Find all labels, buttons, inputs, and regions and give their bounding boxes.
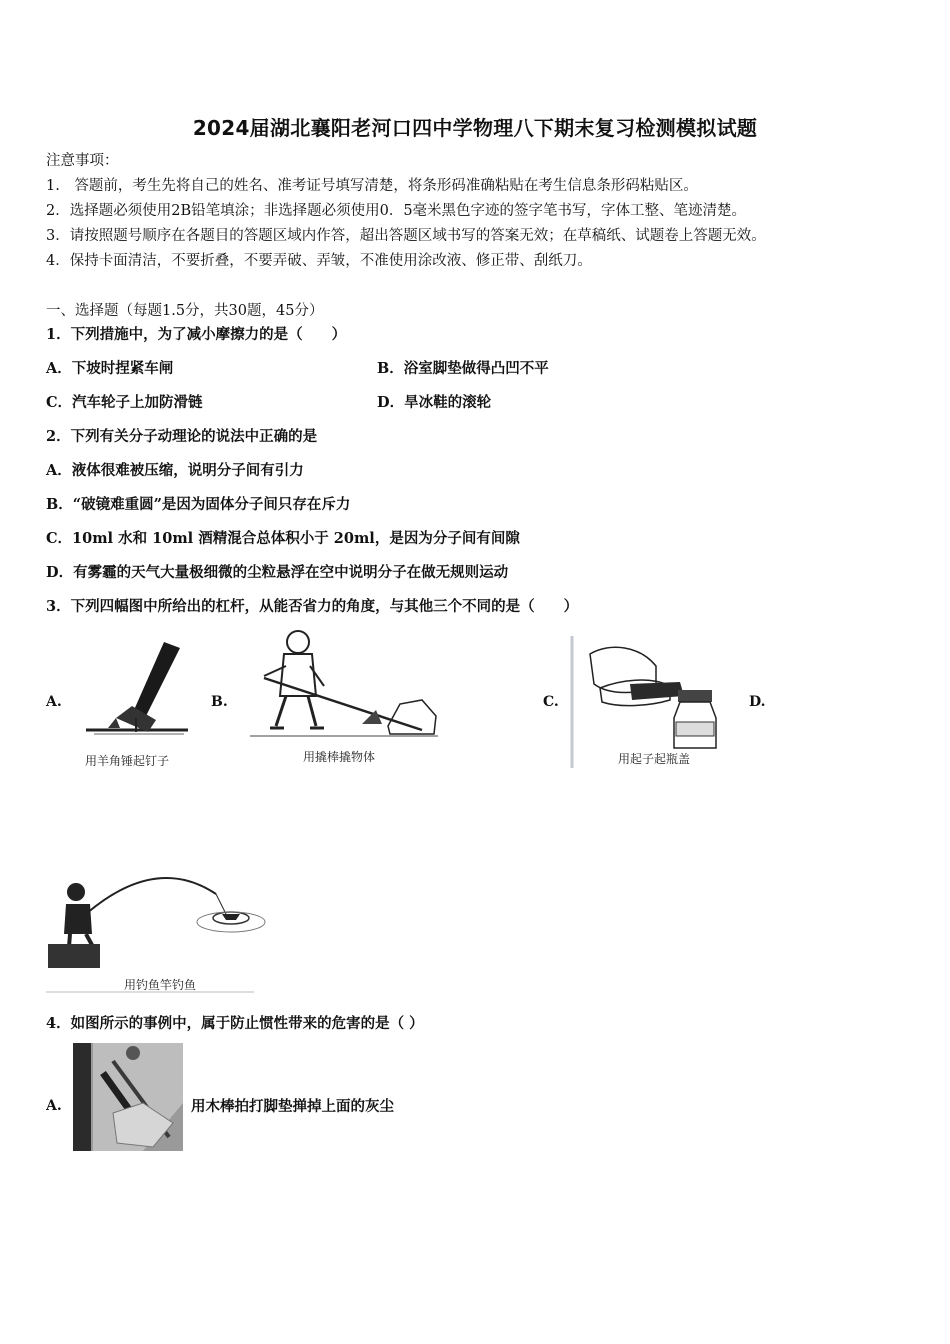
hammer-illustration [76,634,196,754]
q3-caption-c: 用起子起瓶盖 [618,752,691,766]
q1-option-d: D．旱冰鞋的滚轮 [377,394,492,411]
q4-label-a: A. [46,1098,62,1114]
q3-label-d: D. [749,694,766,710]
q1-option-a: A．下坡时捏紧车闸 [46,360,174,377]
q3-label-b: B. [211,694,228,710]
q2-option-c: C．10ml 水和 10ml 酒精混合总体积小于 20ml，是因为分子间有间隙 [46,530,520,547]
q1-option-b: B．浴室脚垫做得凸凹不平 [377,360,549,377]
notice-item-3: 3．请按照题号顺序在各题目的答题区域内作答，超出答题区域书写的答案无效；在草稿纸、试题卷上答题无效。 [46,228,766,244]
notice-item-1: 1. 答题前，考生先将自己的姓名、准考证号填写清楚，将条形码准确粘贴在考生信息条形码粘贴区。 [46,178,698,194]
q3-caption-d: 用钓鱼竿钓鱼 [124,978,197,992]
q3-label-a: A. [46,694,62,710]
q4-option-a-text: 用木棒拍打脚垫掸掉上面的灰尘 [191,1098,394,1115]
q3-caption-a: 用羊角锤起钉子 [85,754,170,768]
q4-stem: 4．如图所示的事例中，属于防止惯性带来的危害的是（ ） [46,1015,424,1032]
bottle-opener-illustration [570,636,730,768]
q3-label-c: C. [543,694,559,710]
notice-heading: 注意事项： [46,153,119,169]
q1-option-c: C．汽车轮子上加防滑链 [46,394,203,411]
beating-mat-photo [73,1043,183,1151]
fishing-illustration [46,864,256,994]
q2-option-d: D．有雾霾的天气大量极细微的尘粒悬浮在空中说明分子在做无规则运动 [46,564,509,581]
crowbar-illustration [250,626,440,746]
q3-caption-b: 用撬棒撬物体 [303,750,376,764]
section-heading: 一、选择题（每题1.5分，共30题，45分） [46,303,324,319]
q2-stem: 2．下列有关分子动理论的说法中正确的是 [46,428,318,445]
notice-item-2: 2．选择题必须使用2B铅笔填涂；非选择题必须使用0．5毫米黑色字迹的签字笔书写，字体工整、笔迹清楚。 [46,203,747,219]
page-title: 2024届湖北襄阳老河口四中学物理八下期末复习检测模拟试题 [192,116,758,140]
notice-item-4: 4．保持卡面清洁，不要折叠，不要弄破、弄皱，不准使用涂改液、修正带、刮纸刀。 [46,253,592,269]
q2-option-b: B．“破镜难重圆”是因为固体分子间只存在斥力 [46,496,351,513]
q3-stem: 3．下列四幅图中所给出的杠杆，从能否省力的角度，与其他三个不同的是（ ） [46,598,579,615]
q2-option-a: A．液体很难被压缩，说明分子间有引力 [46,462,304,479]
q1-stem: 1．下列措施中，为了减小摩擦力的是（ ） [46,326,347,343]
